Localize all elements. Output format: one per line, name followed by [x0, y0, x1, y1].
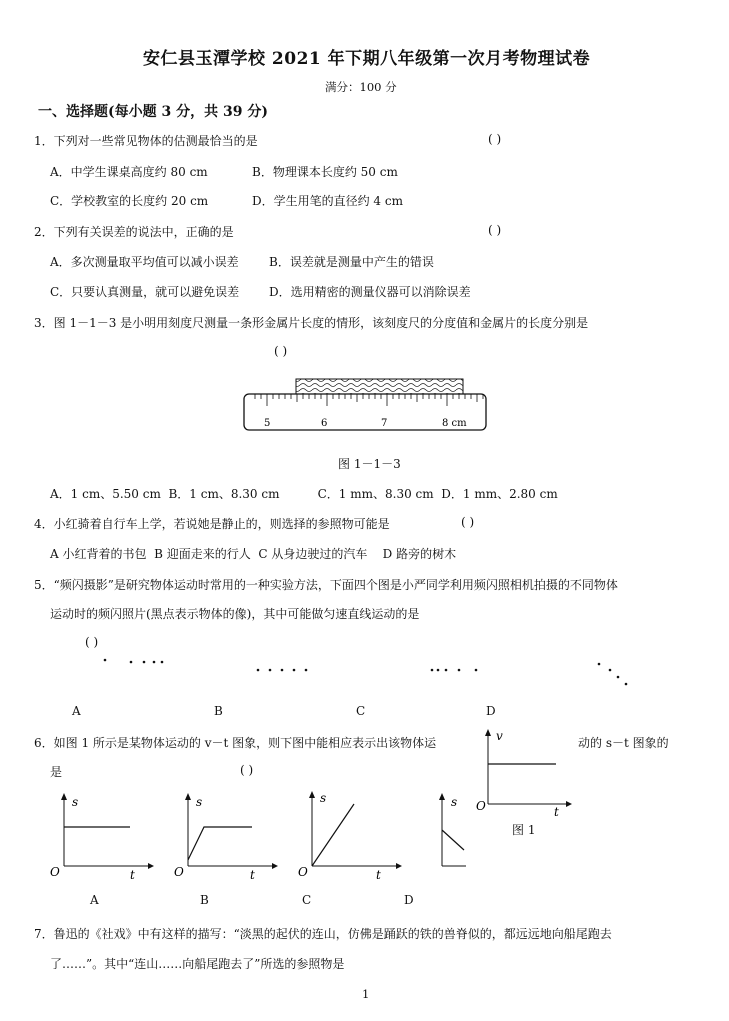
graph-label-c: C: [302, 893, 312, 907]
st-graph-b-line: [188, 827, 252, 860]
strobe-photo-c: [431, 669, 478, 672]
question-6-stem-line2: 是: [50, 765, 63, 779]
graph-label-d: D: [404, 893, 414, 907]
ruler-label-5: 5: [264, 418, 271, 429]
st-graph-c-line: [312, 804, 354, 866]
strobe-photos: [60, 650, 660, 695]
figure-1-caption: 图 1: [512, 823, 536, 837]
question-1-stem: 1．下列对一些常见物体的估测最恰当的是: [34, 134, 258, 148]
strobe-photo-d: [598, 663, 628, 686]
photo-label-d: D: [486, 704, 496, 718]
question-7-line2: 了……”。其中“连山……向船尾跑去了”所选的参照物是: [50, 957, 345, 971]
page-title: 安仁县玉潭学校 2021 年下期八年级第一次月考物理试卷: [143, 49, 591, 69]
vt-origin-label: O: [476, 799, 486, 813]
question-2-option-c: C．只要认真测量，就可以避免误差: [50, 285, 240, 299]
question-2-option-b: B．误差就是测量中产生的错误: [269, 255, 434, 269]
st-graph-c-t-label: t: [376, 868, 381, 880]
question-3-options: A．1 cm、5.50 cm B．1 cm、8.30 cm C．1 mm、8.30 cm D．1 mm、2.80 cm: [50, 487, 558, 501]
graph-label-b: B: [200, 893, 209, 907]
question-1-option-d: D．学生用笔的直径约 4 cm: [252, 194, 403, 208]
question-5-stem-line1: 5．“频闪摄影”是研究物体运动时常用的一种实验方法，下面四个图是小严同学利用频闪照相机拍摄的不同物体: [34, 578, 618, 592]
photo-label-a: A: [72, 704, 81, 718]
question-2-stem: 2．下列有关误差的说法中，正确的是: [34, 225, 234, 239]
question-6-answer-blank: ( ): [240, 763, 254, 777]
st-graph-a-origin: O: [50, 865, 60, 879]
st-graph-d-s-label: s: [451, 795, 458, 809]
strobe-photo-a: [104, 659, 164, 664]
figure-1-vt-graph: [474, 726, 574, 816]
st-graph-a-s-label: s: [72, 795, 79, 809]
st-graph-b-origin: O: [174, 865, 184, 879]
strobe-photo-b: [257, 669, 308, 672]
ruler-label-7: 7: [381, 418, 388, 429]
question-2-answer-blank: ( ): [488, 223, 502, 237]
question-1-option-b: B．物理课本长度约 50 cm: [252, 165, 398, 179]
question-5-answer-blank: ( ): [85, 635, 99, 649]
question-4-options: A 小红背着的书包 B 迎面走来的行人 C 从身边驶过的汽车 D 路旁的树木: [50, 547, 457, 561]
st-graph-c-s-label: s: [320, 791, 327, 805]
question-1-option-a: A．中学生课桌高度约 80 cm: [50, 165, 208, 179]
ruler-figure: [240, 372, 490, 440]
vt-t-label: t: [554, 805, 559, 816]
figure-caption: 图 1－1－3: [338, 457, 401, 471]
st-graph-c-origin: O: [298, 865, 308, 879]
ruler-label-6: 6: [321, 418, 328, 429]
question-1-answer-blank: ( ): [488, 132, 502, 146]
question-2-option-d: D．选用精密的测量仪器可以消除误差: [269, 285, 471, 299]
question-7-line1: 7．鲁迅的《社戏》中有这样的描写：“淡黑的起伏的连山，仿佛是踊跃的铁的兽脊似的，都远远地向船尾跑去: [34, 927, 612, 941]
photo-label-c: C: [356, 704, 366, 718]
full-score: 满分：100 分: [325, 80, 397, 94]
question-5-stem-line2: 运动时的频闪照片(黑点表示物体的像)，其中可能做匀速直线运动的是: [50, 607, 420, 621]
st-graph-a: [48, 788, 160, 880]
question-6-stem-left: 6．如图 1 所示是某物体运动的 v－t 图象，则下图中能相应表示出该物体运: [34, 736, 437, 750]
question-3-answer-blank: ( ): [274, 344, 288, 358]
question-2-option-a: A．多次测量取平均值可以减小误差: [50, 255, 239, 269]
ruler-label-8cm: 8 cm: [442, 418, 467, 429]
st-graph-b: [172, 788, 284, 880]
metal-strip: [296, 379, 463, 394]
st-graph-c: [296, 784, 408, 880]
question-6-stem-right: 动的 s－t 图象的: [578, 736, 669, 750]
question-1-option-c: C．学校教室的长度约 20 cm: [50, 194, 209, 208]
photo-label-b: B: [214, 704, 223, 718]
st-graph-d: [426, 788, 466, 880]
st-graph-b-s-label: s: [196, 795, 203, 809]
question-3-stem: 3．图 1－1－3 是小明用刻度尺测量一条形金属片长度的情形，该刻度尺的分度值和金属片的长度分别是: [34, 316, 589, 330]
ruler-ticks: [255, 394, 483, 406]
page-number: 1: [362, 987, 370, 1001]
graph-label-a: A: [90, 893, 99, 907]
question-4-answer-blank: ( ): [461, 515, 475, 529]
st-graph-a-t-label: t: [130, 868, 135, 880]
question-4-stem: 4．小红骑着自行车上学，若说她是静止的，则选择的参照物可能是: [34, 517, 390, 531]
st-graph-d-line: [442, 830, 464, 850]
vt-v-label: v: [496, 729, 503, 743]
st-graph-b-t-label: t: [250, 868, 255, 880]
section-heading: 一、选择题(每小题 3 分，共 39 分): [38, 104, 268, 120]
